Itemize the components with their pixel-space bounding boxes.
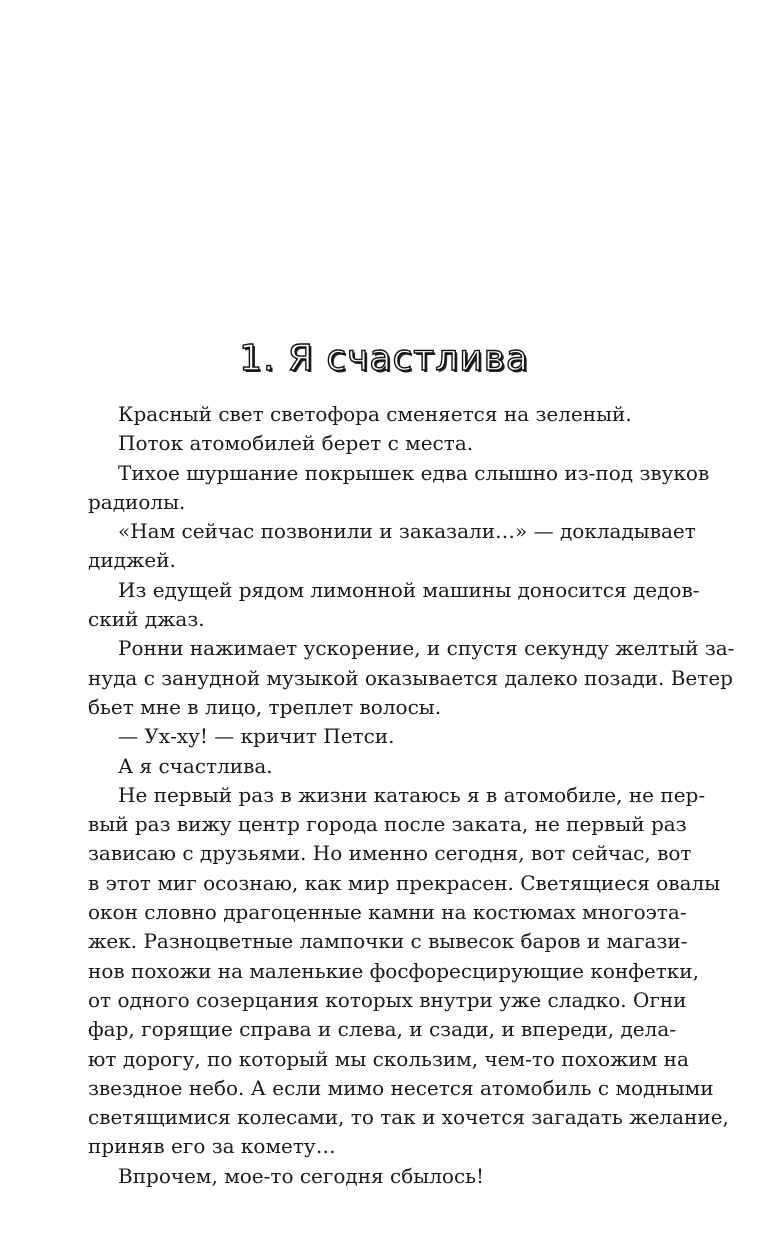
- text-line: Поток атомобилей берет с места.: [118, 431, 474, 456]
- text-line: вый раз вижу центр города после заката, не первый раз: [88, 812, 687, 837]
- text-line: Из едущей рядом лимонной машины доносится дедов-: [118, 577, 700, 602]
- paragraph: [88, 459, 710, 518]
- paragraph: [88, 576, 700, 635]
- text-line: «Нам сейчас позвонили и заказали…» — докладывает: [118, 519, 696, 544]
- text-line: диджей.: [88, 548, 176, 573]
- text-line: жек. Разноцветные лампочки с вывесок баров и магази-: [88, 929, 688, 954]
- text-line: нуда с занудной музыкой оказывается далеко позади. Ветер: [88, 665, 733, 690]
- text-line: приняв его за комету…: [88, 1134, 336, 1159]
- paragraph: [88, 1162, 650, 1191]
- text-line: ский джаз.: [88, 607, 205, 632]
- text-line: Ронни нажимает ускорение, и спустя секунду желтый за-: [118, 636, 735, 661]
- text-line: — Ух-ху! — кричит Петси.: [118, 724, 395, 749]
- paragraph: [88, 634, 735, 722]
- text-line: бьет мне в лицо, треплет волосы.: [88, 694, 442, 719]
- chapter-title: 1. Я счастлива: [239, 338, 529, 379]
- paragraph: [88, 752, 650, 781]
- chapter-text: [88, 400, 735, 1191]
- text-line: нов похожи на маленькие фосфоресцирующие конфетки,: [88, 958, 699, 983]
- text-line: ют дорогу, по который мы скользим, чем-то похожим на: [88, 1046, 689, 1071]
- text-line: Не первый раз в жизни катаюсь я в атомобиле, не пер-: [118, 782, 706, 807]
- text-line: зависаю с друзьями. Но именно сегодня, вот сейчас, вот: [88, 841, 692, 866]
- text-line: светящимися колесами, то так и хочется загадать желание,: [88, 1105, 729, 1130]
- paragraph: [88, 400, 650, 429]
- paragraph: [88, 781, 729, 1162]
- text-line: в этот миг осознаю, как мир прекрасен. Светящиеся овалы: [88, 870, 721, 895]
- text-line: от одного созерцания которых внутри уже сладко. Огни: [88, 987, 687, 1012]
- text-line: радиолы.: [88, 489, 186, 514]
- paragraph: [88, 722, 650, 751]
- text-line: окон словно драгоценные камни на костюмах многоэта-: [88, 900, 687, 925]
- text-line: звездное небо. А если мимо несется атомобиль с модными: [88, 1075, 714, 1100]
- paragraph: [88, 517, 696, 576]
- text-line: А я счастлива.: [118, 753, 273, 778]
- text-line: Тихое шуршание покрышек едва слышно из-под звуков: [118, 460, 710, 485]
- paragraph: [88, 429, 650, 458]
- text-line: фар, горящие справа и слева, и сзади, и впереди, дела-: [88, 1017, 677, 1042]
- text-line: Красный свет светофора сменяется на зеленый.: [118, 402, 632, 426]
- text-line: Впрочем, мое-то сегодня сбылось!: [118, 1163, 485, 1188]
